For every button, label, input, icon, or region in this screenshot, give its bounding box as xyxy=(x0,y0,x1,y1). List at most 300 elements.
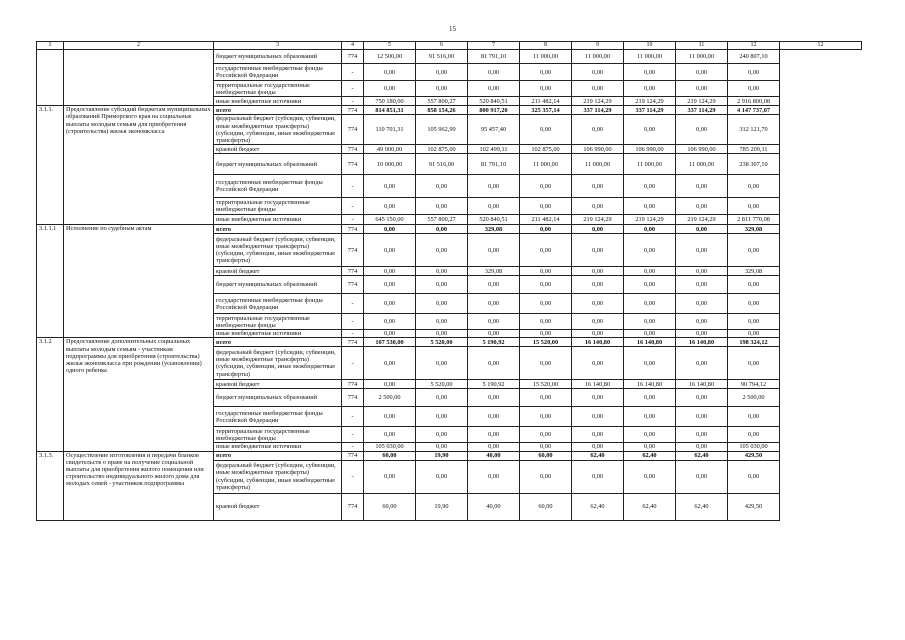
funding-source: всего xyxy=(214,338,342,347)
funding-source: федеральный бюджет (субсидии, субвенции, иные межбюджетные трансферты) (субсидии, субвенции, иные межбюджетные трансферты) xyxy=(214,234,342,267)
table-row xyxy=(37,338,862,347)
year-value: 0,00 xyxy=(520,81,572,97)
funding-source: иные внебюджетные источники xyxy=(214,97,342,106)
funding-source: всего xyxy=(214,451,342,460)
year-value: 211 482,14 xyxy=(520,97,572,106)
year-value: 0,00 xyxy=(468,294,520,314)
year-value: 0,00 xyxy=(520,330,572,338)
year-value: 0,00 xyxy=(624,389,676,407)
year-value: 0,00 xyxy=(468,407,520,427)
budget-code: 774 xyxy=(342,380,364,389)
year-value: 16 140,80 xyxy=(676,338,728,347)
col-header: 2 xyxy=(64,42,214,50)
funding-source: государственные внебюджетные фонды Российской Федерации xyxy=(214,64,342,81)
col-header: 9 xyxy=(572,42,624,50)
year-value: 0,00 xyxy=(624,443,676,451)
year-value: 0,00 xyxy=(416,460,468,493)
budget-code: 774 xyxy=(342,234,364,267)
year-value: 60,00 xyxy=(364,493,416,520)
year-value: 0,00 xyxy=(624,276,676,294)
year-value: 0,00 xyxy=(676,175,728,198)
year-value: 81 791,10 xyxy=(468,50,520,64)
year-value: 0,00 xyxy=(520,347,572,380)
column-number-row xyxy=(37,42,862,50)
year-value: 0,00 xyxy=(416,234,468,267)
item-name: Осуществление изготовления и передачи бланков свидетельств о праве на получение социальной выплаты для приобретения жилого помещения или строительство индивидуального жилого дома для молодых семей - участников подпрограммы xyxy=(64,451,214,520)
year-value: 49 000,00 xyxy=(364,145,416,154)
year-value: 0,00 xyxy=(468,276,520,294)
year-value: 325 357,14 xyxy=(520,106,572,115)
funding-source: федеральный бюджет (субсидии, субвенции, иные межбюджетные трансферты) (субсидии, субвенции, иные межбюджетные трансферты) xyxy=(214,460,342,493)
budget-code: 774 xyxy=(342,145,364,154)
year-value: 0,00 xyxy=(624,225,676,234)
year-value: 0,00 xyxy=(364,81,416,97)
total-value: 329,08 xyxy=(728,267,780,276)
funding-source: территориальные государственные внебюджетные фонды xyxy=(214,81,342,97)
year-value: 62,40 xyxy=(676,493,728,520)
funding-source: краевой бюджет xyxy=(214,267,342,276)
budget-code: - xyxy=(342,427,364,443)
year-value: 0,00 xyxy=(676,81,728,97)
total-value: 0,00 xyxy=(728,64,780,81)
year-value: 0,00 xyxy=(416,276,468,294)
year-value: 11 000,00 xyxy=(572,154,624,175)
total-value: 2 811 770,08 xyxy=(728,215,780,225)
year-value: 0,00 xyxy=(520,407,572,427)
budget-code: 774 xyxy=(342,154,364,175)
budget-code: 774 xyxy=(342,276,364,294)
total-value: 785 209,11 xyxy=(728,145,780,154)
year-value: 0,00 xyxy=(676,294,728,314)
year-value: 40,00 xyxy=(468,493,520,520)
year-value: 110 701,31 xyxy=(364,115,416,145)
year-value: 0,00 xyxy=(572,234,624,267)
budget-code: 774 xyxy=(342,338,364,347)
year-value: 0,00 xyxy=(624,115,676,145)
year-value: 0,00 xyxy=(468,443,520,451)
funding-source: федеральный бюджет (субсидии, субвенции, иные межбюджетные трансферты) (субсидии, субвенции, иные межбюджетные трансферты) xyxy=(214,347,342,380)
year-value: 750 180,00 xyxy=(364,97,416,106)
year-value: 62,40 xyxy=(676,451,728,460)
budget-code: - xyxy=(342,460,364,493)
total-value: 2 916 800,08 xyxy=(728,97,780,106)
year-value: 0,00 xyxy=(364,64,416,81)
total-value: 0,00 xyxy=(728,314,780,330)
year-value: 102 499,11 xyxy=(468,145,520,154)
total-value: 0,00 xyxy=(728,407,780,427)
item-name xyxy=(64,50,214,106)
funding-source: бюджет муниципальных образований xyxy=(214,389,342,407)
year-value: 0,00 xyxy=(364,175,416,198)
total-value: 0,00 xyxy=(728,347,780,380)
year-value: 0,00 xyxy=(468,427,520,443)
total-value: 240 807,10 xyxy=(728,50,780,64)
year-value: 0,00 xyxy=(624,81,676,97)
funding-source: иные внебюджетные источники xyxy=(214,443,342,451)
total-value: 0,00 xyxy=(728,234,780,267)
year-value: 557 800,27 xyxy=(416,97,468,106)
year-value: 0,00 xyxy=(364,276,416,294)
year-value: 11 000,00 xyxy=(676,154,728,175)
table-row xyxy=(37,106,862,115)
year-value: 0,00 xyxy=(572,294,624,314)
year-value: 219 124,29 xyxy=(624,215,676,225)
budget-code: - xyxy=(342,64,364,81)
funding-source: государственные внебюджетные фонды Российской Федерации xyxy=(214,407,342,427)
year-value: 0,00 xyxy=(468,175,520,198)
col-header: 12 xyxy=(780,42,862,50)
year-value: 0,00 xyxy=(624,294,676,314)
year-value: 5 190,92 xyxy=(468,338,520,347)
year-value: 0,00 xyxy=(468,64,520,81)
total-value: 0,00 xyxy=(728,330,780,338)
year-value: 106 990,00 xyxy=(572,145,624,154)
year-value: 337 114,29 xyxy=(676,106,728,115)
page-number: 15 xyxy=(449,25,456,33)
item-name: Предоставление дополнительных социальных выплаты молодым семьям - участникам подпрограммы для приобретения (строительства) жилья экономкласса при рождении (усыновлении) одного ребенка xyxy=(64,338,214,451)
total-value: 0,00 xyxy=(728,427,780,443)
year-value: 0,00 xyxy=(572,175,624,198)
year-value: 0,00 xyxy=(468,460,520,493)
year-value: 0,00 xyxy=(676,276,728,294)
funding-source: всего xyxy=(214,225,342,234)
funding-source: иные внебюджетные источники xyxy=(214,330,342,338)
table-row xyxy=(37,451,862,460)
year-value: 0,00 xyxy=(572,314,624,330)
year-value: 0,00 xyxy=(520,389,572,407)
year-value: 16 140,80 xyxy=(572,380,624,389)
year-value: 91 516,00 xyxy=(416,50,468,64)
year-value: 16 140,80 xyxy=(676,380,728,389)
budget-table xyxy=(36,41,862,521)
year-value: 557 800,27 xyxy=(416,215,468,225)
table-row xyxy=(37,225,862,234)
year-value: 102 875,00 xyxy=(520,145,572,154)
year-value: 0,00 xyxy=(468,389,520,407)
year-value: 0,00 xyxy=(624,234,676,267)
year-value: 107 530,00 xyxy=(364,338,416,347)
year-value: 0,00 xyxy=(572,64,624,81)
year-value: 520 840,51 xyxy=(468,215,520,225)
table-body xyxy=(37,42,862,521)
year-value: 0,00 xyxy=(624,267,676,276)
year-value: 0,00 xyxy=(676,460,728,493)
year-value: 0,00 xyxy=(364,198,416,215)
year-value: 0,00 xyxy=(416,330,468,338)
budget-code: 774 xyxy=(342,50,364,64)
total-value: 312 121,70 xyxy=(728,115,780,145)
funding-source: государственные внебюджетные фонды Российской Федерации xyxy=(214,294,342,314)
funding-source: государственные внебюджетные фонды Российской Федерации xyxy=(214,175,342,198)
year-value: 0,00 xyxy=(520,427,572,443)
year-value: 62,40 xyxy=(572,451,624,460)
budget-code: 774 xyxy=(342,115,364,145)
year-value: 0,00 xyxy=(676,443,728,451)
year-value: 11 000,00 xyxy=(520,50,572,64)
year-value: 0,00 xyxy=(416,294,468,314)
funding-source: бюджет муниципальных образований xyxy=(214,276,342,294)
item-name: Исполнение по судебным актам xyxy=(64,225,214,338)
col-header: 4 xyxy=(342,42,364,50)
year-value: 0,00 xyxy=(624,330,676,338)
year-value: 219 124,29 xyxy=(572,215,624,225)
year-value: 16 140,80 xyxy=(624,338,676,347)
year-value: 0,00 xyxy=(676,347,728,380)
year-value: 211 482,14 xyxy=(520,215,572,225)
year-value: 0,00 xyxy=(520,267,572,276)
year-value: 520 840,51 xyxy=(468,97,520,106)
budget-code: - xyxy=(342,330,364,338)
year-value: 0,00 xyxy=(468,314,520,330)
year-value: 15 520,00 xyxy=(520,380,572,389)
year-value: 0,00 xyxy=(572,115,624,145)
year-value: 91 516,00 xyxy=(416,154,468,175)
year-value: 0,00 xyxy=(520,234,572,267)
total-value: 2 500,00 xyxy=(728,389,780,407)
year-value: 0,00 xyxy=(364,460,416,493)
year-value: 0,00 xyxy=(520,294,572,314)
budget-code: - xyxy=(342,294,364,314)
year-value: 0,00 xyxy=(364,330,416,338)
item-number xyxy=(37,50,64,106)
year-value: 219 124,29 xyxy=(624,97,676,106)
col-header: 8 xyxy=(520,42,572,50)
year-value: 0,00 xyxy=(676,225,728,234)
funding-source: краевой бюджет xyxy=(214,145,342,154)
year-value: 0,00 xyxy=(624,407,676,427)
year-value: 0,00 xyxy=(676,198,728,215)
year-value: 0,00 xyxy=(364,347,416,380)
col-header: 6 xyxy=(416,42,468,50)
year-value: 0,00 xyxy=(572,276,624,294)
year-value: 0,00 xyxy=(572,389,624,407)
funding-source: территориальные государственные внебюджетные фонды xyxy=(214,314,342,330)
total-value: 238 307,10 xyxy=(728,154,780,175)
item-number: 3.1.3. xyxy=(37,451,64,520)
budget-code: 774 xyxy=(342,106,364,115)
year-value: 0,00 xyxy=(572,81,624,97)
year-value: 337 114,29 xyxy=(624,106,676,115)
funding-source: территориальные государственные внебюджетные фонды xyxy=(214,427,342,443)
year-value: 0,00 xyxy=(624,427,676,443)
year-value: 0,00 xyxy=(416,427,468,443)
funding-source: иные внебюджетные источники xyxy=(214,215,342,225)
year-value: 62,40 xyxy=(624,493,676,520)
budget-code: - xyxy=(342,407,364,427)
year-value: 0,00 xyxy=(364,314,416,330)
year-value: 0,00 xyxy=(468,234,520,267)
year-value: 0,00 xyxy=(676,389,728,407)
year-value: 0,00 xyxy=(572,427,624,443)
budget-code: 774 xyxy=(342,451,364,460)
year-value: 0,00 xyxy=(572,443,624,451)
year-value: 0,00 xyxy=(624,198,676,215)
total-value: 429,50 xyxy=(728,451,780,460)
year-value: 800 917,20 xyxy=(468,106,520,115)
budget-code: 774 xyxy=(342,225,364,234)
budget-code: - xyxy=(342,314,364,330)
year-value: 60,00 xyxy=(520,493,572,520)
year-value: 10 000,00 xyxy=(364,154,416,175)
total-value: 198 324,12 xyxy=(728,338,780,347)
year-value: 0,00 xyxy=(572,460,624,493)
total-value: 4 147 737,07 xyxy=(728,106,780,115)
year-value: 60,00 xyxy=(364,451,416,460)
funding-source: краевой бюджет xyxy=(214,380,342,389)
year-value: 0,00 xyxy=(416,225,468,234)
year-value: 11 000,00 xyxy=(572,50,624,64)
year-value: 0,00 xyxy=(364,234,416,267)
year-value: 16 140,80 xyxy=(624,380,676,389)
total-value: 0,00 xyxy=(728,276,780,294)
year-value: 0,00 xyxy=(572,267,624,276)
table-row xyxy=(37,50,862,64)
year-value: 16 140,80 xyxy=(572,338,624,347)
year-value: 0,00 xyxy=(624,64,676,81)
year-value: 0,00 xyxy=(676,314,728,330)
year-value: 0,00 xyxy=(416,443,468,451)
year-value: 0,00 xyxy=(572,330,624,338)
budget-code: - xyxy=(342,81,364,97)
year-value: 219 124,29 xyxy=(572,97,624,106)
year-value: 0,00 xyxy=(520,175,572,198)
year-value: 0,00 xyxy=(624,460,676,493)
year-value: 0,00 xyxy=(520,115,572,145)
total-value: 0,00 xyxy=(728,294,780,314)
budget-code: - xyxy=(342,97,364,106)
year-value: 0,00 xyxy=(624,347,676,380)
year-value: 0,00 xyxy=(676,427,728,443)
year-value: 0,00 xyxy=(676,330,728,338)
col-header: 5 xyxy=(364,42,416,50)
year-value: 337 114,29 xyxy=(572,106,624,115)
year-value: 329,08 xyxy=(468,225,520,234)
year-value: 0,00 xyxy=(416,175,468,198)
year-value: 0,00 xyxy=(416,389,468,407)
year-value: 0,00 xyxy=(468,330,520,338)
col-header: 11 xyxy=(676,42,728,50)
year-value: 814 851,31 xyxy=(364,106,416,115)
year-value: 0,00 xyxy=(364,427,416,443)
item-number: 3.1.1.1 xyxy=(37,225,64,338)
year-value: 19,90 xyxy=(416,451,468,460)
year-value: 0,00 xyxy=(676,234,728,267)
col-header: 10 xyxy=(624,42,676,50)
total-value: 329,08 xyxy=(728,225,780,234)
year-value: 0,00 xyxy=(416,198,468,215)
year-value: 102 875,00 xyxy=(416,145,468,154)
year-value: 15 520,00 xyxy=(520,338,572,347)
year-value: 106 990,00 xyxy=(624,145,676,154)
budget-code: - xyxy=(342,198,364,215)
year-value: 40,00 xyxy=(468,451,520,460)
year-value: 11 000,00 xyxy=(624,50,676,64)
item-number: 3.1.1. xyxy=(37,106,64,225)
total-value: 0,00 xyxy=(728,460,780,493)
year-value: 0,00 xyxy=(416,81,468,97)
budget-code: - xyxy=(342,175,364,198)
year-value: 0,00 xyxy=(364,407,416,427)
year-value: 0,00 xyxy=(676,267,728,276)
col-header: 12 xyxy=(728,42,780,50)
col-header: 7 xyxy=(468,42,520,50)
year-value: 0,00 xyxy=(572,225,624,234)
funding-source: федеральный бюджет (субсидии, субвенции, иные межбюджетные трансферты) (субсидии, субвенции, иные межбюджетные трансферты) xyxy=(214,115,342,145)
year-value: 0,00 xyxy=(364,380,416,389)
year-value: 105 030,00 xyxy=(364,443,416,451)
year-value: 0,00 xyxy=(520,460,572,493)
funding-source: бюджет муниципальных образований xyxy=(214,50,342,64)
year-value: 0,00 xyxy=(364,225,416,234)
year-value: 0,00 xyxy=(520,225,572,234)
budget-code: - xyxy=(342,215,364,225)
year-value: 219 124,29 xyxy=(676,215,728,225)
budget-code: - xyxy=(342,347,364,380)
year-value: 0,00 xyxy=(572,347,624,380)
total-value: 0,00 xyxy=(728,175,780,198)
year-value: 95 457,40 xyxy=(468,115,520,145)
year-value: 5 520,00 xyxy=(416,380,468,389)
year-value: 0,00 xyxy=(520,443,572,451)
year-value: 0,00 xyxy=(520,64,572,81)
year-value: 0,00 xyxy=(364,294,416,314)
year-value: 0,00 xyxy=(676,64,728,81)
year-value: 106 990,00 xyxy=(676,145,728,154)
total-value: 0,00 xyxy=(728,81,780,97)
year-value: 858 154,26 xyxy=(416,106,468,115)
year-value: 0,00 xyxy=(520,198,572,215)
year-value: 5 520,00 xyxy=(416,338,468,347)
year-value: 0,00 xyxy=(364,267,416,276)
year-value: 0,00 xyxy=(416,407,468,427)
year-value: 2 500,00 xyxy=(364,389,416,407)
item-name: Предоставление субсидий бюджетам муниципальных образований Приморского края на социальные выплаты молодым семьям для приобретения (строительства) жилья экономкласса xyxy=(64,106,214,225)
budget-code: - xyxy=(342,443,364,451)
col-header: 1 xyxy=(37,42,64,50)
year-value: 0,00 xyxy=(416,347,468,380)
year-value: 0,00 xyxy=(468,347,520,380)
year-value: 329,08 xyxy=(468,267,520,276)
total-value: 90 794,12 xyxy=(728,380,780,389)
col-header: 3 xyxy=(214,42,342,50)
year-value: 0,00 xyxy=(624,175,676,198)
year-value: 12 500,00 xyxy=(364,50,416,64)
budget-code: 774 xyxy=(342,267,364,276)
year-value: 62,40 xyxy=(572,493,624,520)
budget-code: 774 xyxy=(342,493,364,520)
year-value: 81 791,10 xyxy=(468,154,520,175)
year-value: 60,00 xyxy=(520,451,572,460)
year-value: 105 962,99 xyxy=(416,115,468,145)
year-value: 62,40 xyxy=(624,451,676,460)
year-value: 0,00 xyxy=(624,314,676,330)
year-value: 11 000,00 xyxy=(676,50,728,64)
year-value: 11 000,00 xyxy=(520,154,572,175)
item-number: 3.1.2 xyxy=(37,338,64,451)
year-value: 0,00 xyxy=(676,407,728,427)
year-value: 0,00 xyxy=(572,198,624,215)
year-value: 0,00 xyxy=(572,407,624,427)
total-value: 105 030,00 xyxy=(728,443,780,451)
funding-source: всего xyxy=(214,106,342,115)
year-value: 219 124,29 xyxy=(676,97,728,106)
year-value: 0,00 xyxy=(416,64,468,81)
year-value: 645 150,00 xyxy=(364,215,416,225)
year-value: 0,00 xyxy=(416,314,468,330)
year-value: 19,90 xyxy=(416,493,468,520)
year-value: 0,00 xyxy=(468,198,520,215)
year-value: 0,00 xyxy=(520,276,572,294)
